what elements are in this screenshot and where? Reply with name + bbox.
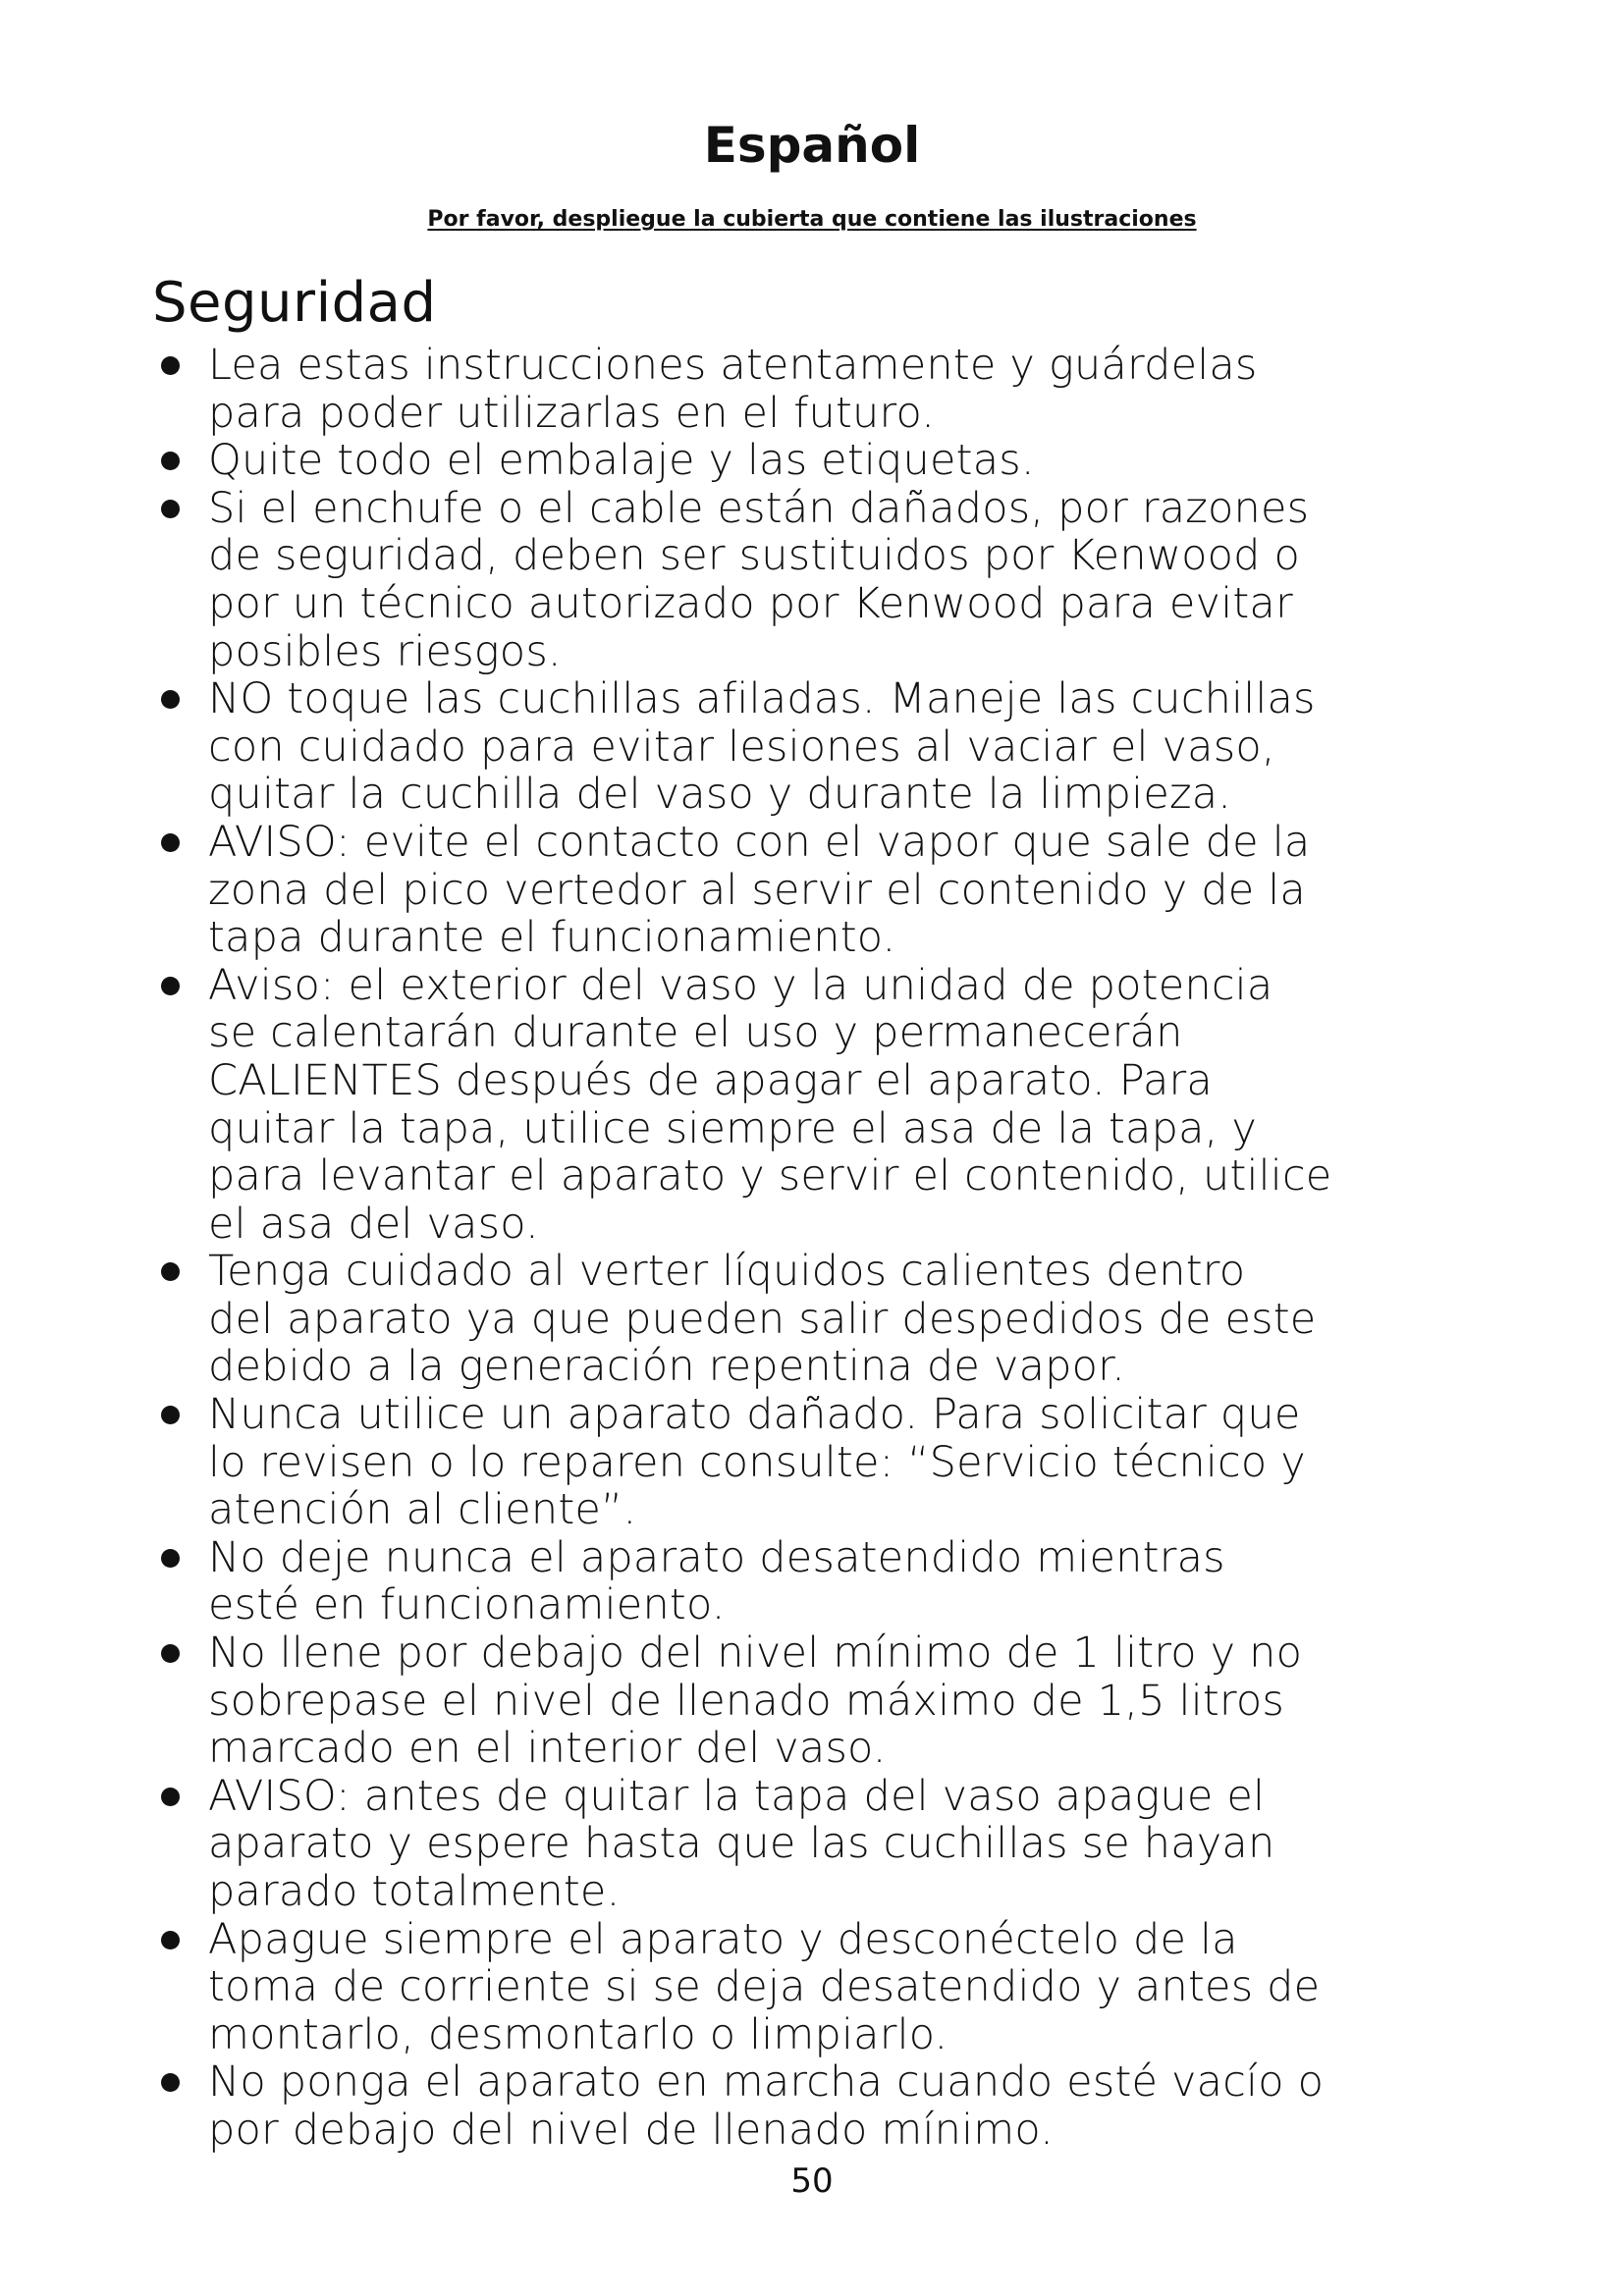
bullet-icon (161, 500, 180, 518)
safety-item-text: Apague siempre el aparato y desconéctelo de la toma de corriente si se deja desatendido y antes de montarlo, desmontarlo o limpiarlo. (208, 1914, 1321, 2059)
safety-item (147, 1773, 1453, 1916)
safety-item-text: No llene por debajo del nivel mínimo de 1 litro y no sobrepase el nivel de llenado máximo de 1,5 litros marcado en el interior del vaso. (208, 1629, 1303, 1774)
bullet-icon (161, 356, 180, 375)
safety-item (147, 1248, 1453, 1391)
safety-item-text: NO toque las cuchillas afiladas. Maneje las cuchillas con cuidado para evitar lesiones al vaciar el vaso, quitar la cuchilla del vaso y durante la limpieza. (208, 674, 1316, 820)
safety-item-text: Nunca utilice un aparato dañado. Para solicitar que lo revisen o lo reparen consulte: “Servicio técnico y atención al cliente”. (208, 1390, 1306, 1535)
bullet-icon (161, 452, 180, 470)
safety-item-text: Lea estas instrucciones atentamente y guárdelas para poder utilizarlas en el futuro. (208, 341, 1258, 438)
page-number: 50 (790, 2162, 834, 2201)
bullet-icon (161, 833, 180, 852)
safety-item-text: AVISO: antes de quitar la tapa del vaso apague el aparato y espere hasta que las cuchillas se hayan parado totalmente. (208, 1771, 1275, 1916)
safety-item (147, 1629, 1453, 1773)
safety-item (147, 962, 1453, 1249)
safety-item (147, 2058, 1453, 2154)
safety-item-text: Aviso: el exterior del vaso y la unidad de potencia se calentarán durante el uso y permanecerán CALIENTES después de apagar el aparato. Para quitar la tapa, utilice siempre el asa de la tapa, y para levantar el aparato y servir el contenido, utilice el asa del vaso. (208, 960, 1332, 1249)
safety-item (147, 437, 1453, 485)
safety-item (147, 1534, 1453, 1629)
safety-item-text: No ponga el aparato en marcha cuando esté vacío o por debajo del nivel de llenado mínimo. (208, 2057, 1325, 2155)
bullet-icon (161, 1262, 180, 1281)
safety-item-text: Si el enchufe o el cable están dañados, por razones de seguridad, deben ser sustituidos por Kenwood o por un técnico autorizado por Kenwood para evitar posibles riesgos. (208, 483, 1310, 676)
safety-item (147, 1916, 1453, 2059)
safety-item-text: No deje nunca el aparato desatendido mientras esté en funcionamiento. (208, 1532, 1225, 1630)
safety-item (147, 1391, 1453, 1534)
bullet-icon (161, 1644, 180, 1663)
safety-item-text: Quite todo el embalaje y las etiquetas. (208, 436, 1035, 486)
unfold-cover-note: Por favor, despliegue la cubierta que contiene las ilustraciones (427, 207, 1197, 232)
safety-list (147, 342, 1453, 2155)
safety-item-text: AVISO: evite el contacto con el vapor que sale de la zona del pico vertedor al servir el contenido y de la tapa durante el funcionamiento. (208, 817, 1311, 963)
bullet-icon (161, 1788, 180, 1806)
bullet-icon (161, 690, 180, 709)
bullet-icon (161, 1549, 180, 1568)
language-title: Español (703, 117, 921, 174)
safety-item-text: Tenga cuidado al verter líquidos calientes dentro del aparato ya que pueden salir despedidos de este debido a la generación repentina de vapor. (208, 1247, 1317, 1392)
section-heading-safety: Seguridad (152, 271, 437, 335)
safety-item (147, 485, 1453, 675)
bullet-icon (161, 2073, 180, 2092)
bullet-icon (161, 1406, 180, 1424)
safety-item (147, 819, 1453, 962)
bullet-icon (161, 977, 180, 995)
safety-item (147, 342, 1453, 437)
safety-item (147, 675, 1453, 819)
bullet-icon (161, 1931, 180, 1949)
